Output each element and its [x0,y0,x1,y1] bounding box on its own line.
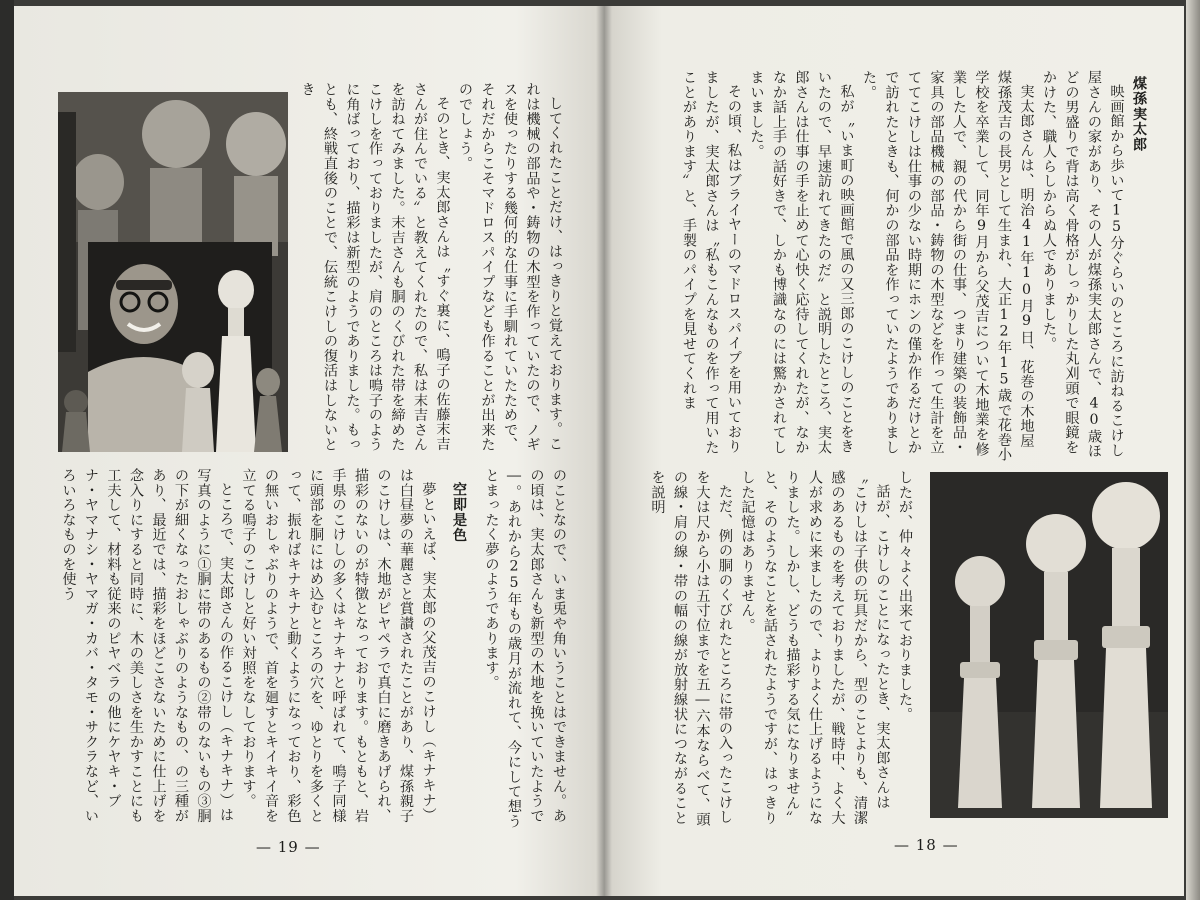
book-gutter [596,6,612,896]
page19-bottom-text [54,468,570,834]
paragraph: 映画館から歩いて15分ぐらいのところに訪ねるこけし屋さんの家があり、その人が煤孫実太郎さんで、40歳ほどの男盛りで背は高く骨格がしっかりした丸刈頭で眼鏡をかけた、職人らしからぬ人でありました。 [1041,70,1125,459]
page18-bottom-text [649,470,916,832]
paragraph: 話が、こけしのことになったとき、実太郎さんは〝こけしは子供の玩具だから、型のことよりも、清潔感のあるものを考えておりましたが、戦時中、よく大人が求めに来ましたので、よりよく仕上げるようになりました。しかし、どうも描彩する気になりません〟と、そのようなことを話されたようですが、はっきりした記憶はありません。 [739,470,891,826]
paragraph: 夢といえば、実太郎の父茂吉のこけし（キナキナ）は白昼夢の華麗さと賞讃されたことがあり、煤孫親子のこけしは、木地がピヤペラで真白に磨きあげられ、描彩のないのが特徴となっております。もともと、岩手県のこけしの多くはキナキナと呼ばれて、鳴子同様に頭部を胴にはめ込むところの穴を、ゆとりを多くとって、振ればキナキナと動くようになっており、彩色の無いおしゃぶりのようで、首を廻すとキイキイ音を立てる鳴子のこけしと好い対照をなしております。 [240,468,437,824]
page19-top-text [298,82,566,462]
paragraph: のことなので、いま兎や角いうことはできません。あの頃は、実太郎さんも新型の木地を挽いていたようで―。あれから25年もの歳月が流れて、今にして想うとまったく夢のようであります。 [483,468,567,829]
section-title-subuson-jitaro: 煤孫実太郎 [1131,76,1147,152]
craftsman-portrait-image [58,92,288,452]
paragraph: ところで、実太郎さんの作るこけし（キナキナ）は写真のように①胴に帯のあるもの②帯のないもの③胴の下が細くなったおしゃぶりのようなもの、の三種があり、最近では、描彩をほどこさないために仕上げを念入りにすると同時に、木の美しさを生かすことにも工夫して、材料も従来のピヤベラの他にケヤキ・ブナ・ヤマナシ・ヤマガ・カバ・タモ・サクラなど、いろいろなものを使う [60,468,234,824]
three-kokeshi-image [930,472,1168,818]
subheading-kusoku-zeshiki: 空即是色 [451,482,467,543]
paragraph: 実太郎さんは、明治41年10月9日、花巻の木地屋煤孫茂吉の長男として生まれ、大正12年15歳で花巻小学校を卒業して、同年9月から父茂吉について木地業を修業した人で、親の代から街の仕事、つまり建築の装飾品・家具の部品機械の部品・鋳物の木型などを作って生計を立ててこけしは仕事の少ない時期にホンの僅か作るだけとか で訪れたときも、何かの部品を作っていたようでありました。 [861,70,1035,462]
paragraph: その頃、私はブライヤーのマドロスパイプを用いておりましたが、実太郎さんは〝私もこんなものを作って用いたことがあります〟と、手製のパイプを見せてくれま [681,70,742,455]
paragraph: してくれたことだけ、はっきりと覚えております。これは機械の部品や・鋳物の木型を作っていたので、ノギスを使ったりする幾何的な仕事に手馴れていたためで、それだからこそマドロスパイプなども作ることが出来たのでしょう。 [457,82,563,452]
page-18 [604,6,1184,896]
page18-top-text [650,70,1150,462]
paragraph: したが、仲々よく出来ておりました。 [897,470,913,722]
paragraph: ただ、例の胴のくびれたところに帯の入ったこけしを大は尺から小は五寸位までを五―六本ならべて、頭の線・肩の線・帯の幅の線が放射線状につながることを説明 [649,470,733,827]
kokeshi-dolls-photo [930,472,1168,818]
book-left-edge [0,0,14,900]
page-number: — 18 — [894,836,959,854]
page-19 [14,6,604,896]
book-right-edge [1186,0,1200,900]
paragraph: 私が〝いま町の映画館で風の又三郎のこけしのことをきいたので、早速訪れてきたのだ〟と説明したところ、実太郎さんは仕事の手を止めて心快く応待してくれたが、なかなか話上手の話好きで、しかも博識なのには驚かされてしまいました。 [748,70,855,455]
page-number: — 19 — [256,838,321,856]
portrait-photo [58,92,288,452]
paragraph: そのとき、実太郎さんは〝すぐ裏に、鳴子の佐藤末吉さんが住んでいる〟と教えてくれたので、私は末吉さんを訪ねてみました。末吉さんも胴のくびれた帯を締めたこけしを作っておりましたが、肩のところは鳴子のように角ばっており、描彩は新型のようでありました。もっとも、終戦直後のことで、伝統こけしの復活はしないとき [299,82,451,452]
